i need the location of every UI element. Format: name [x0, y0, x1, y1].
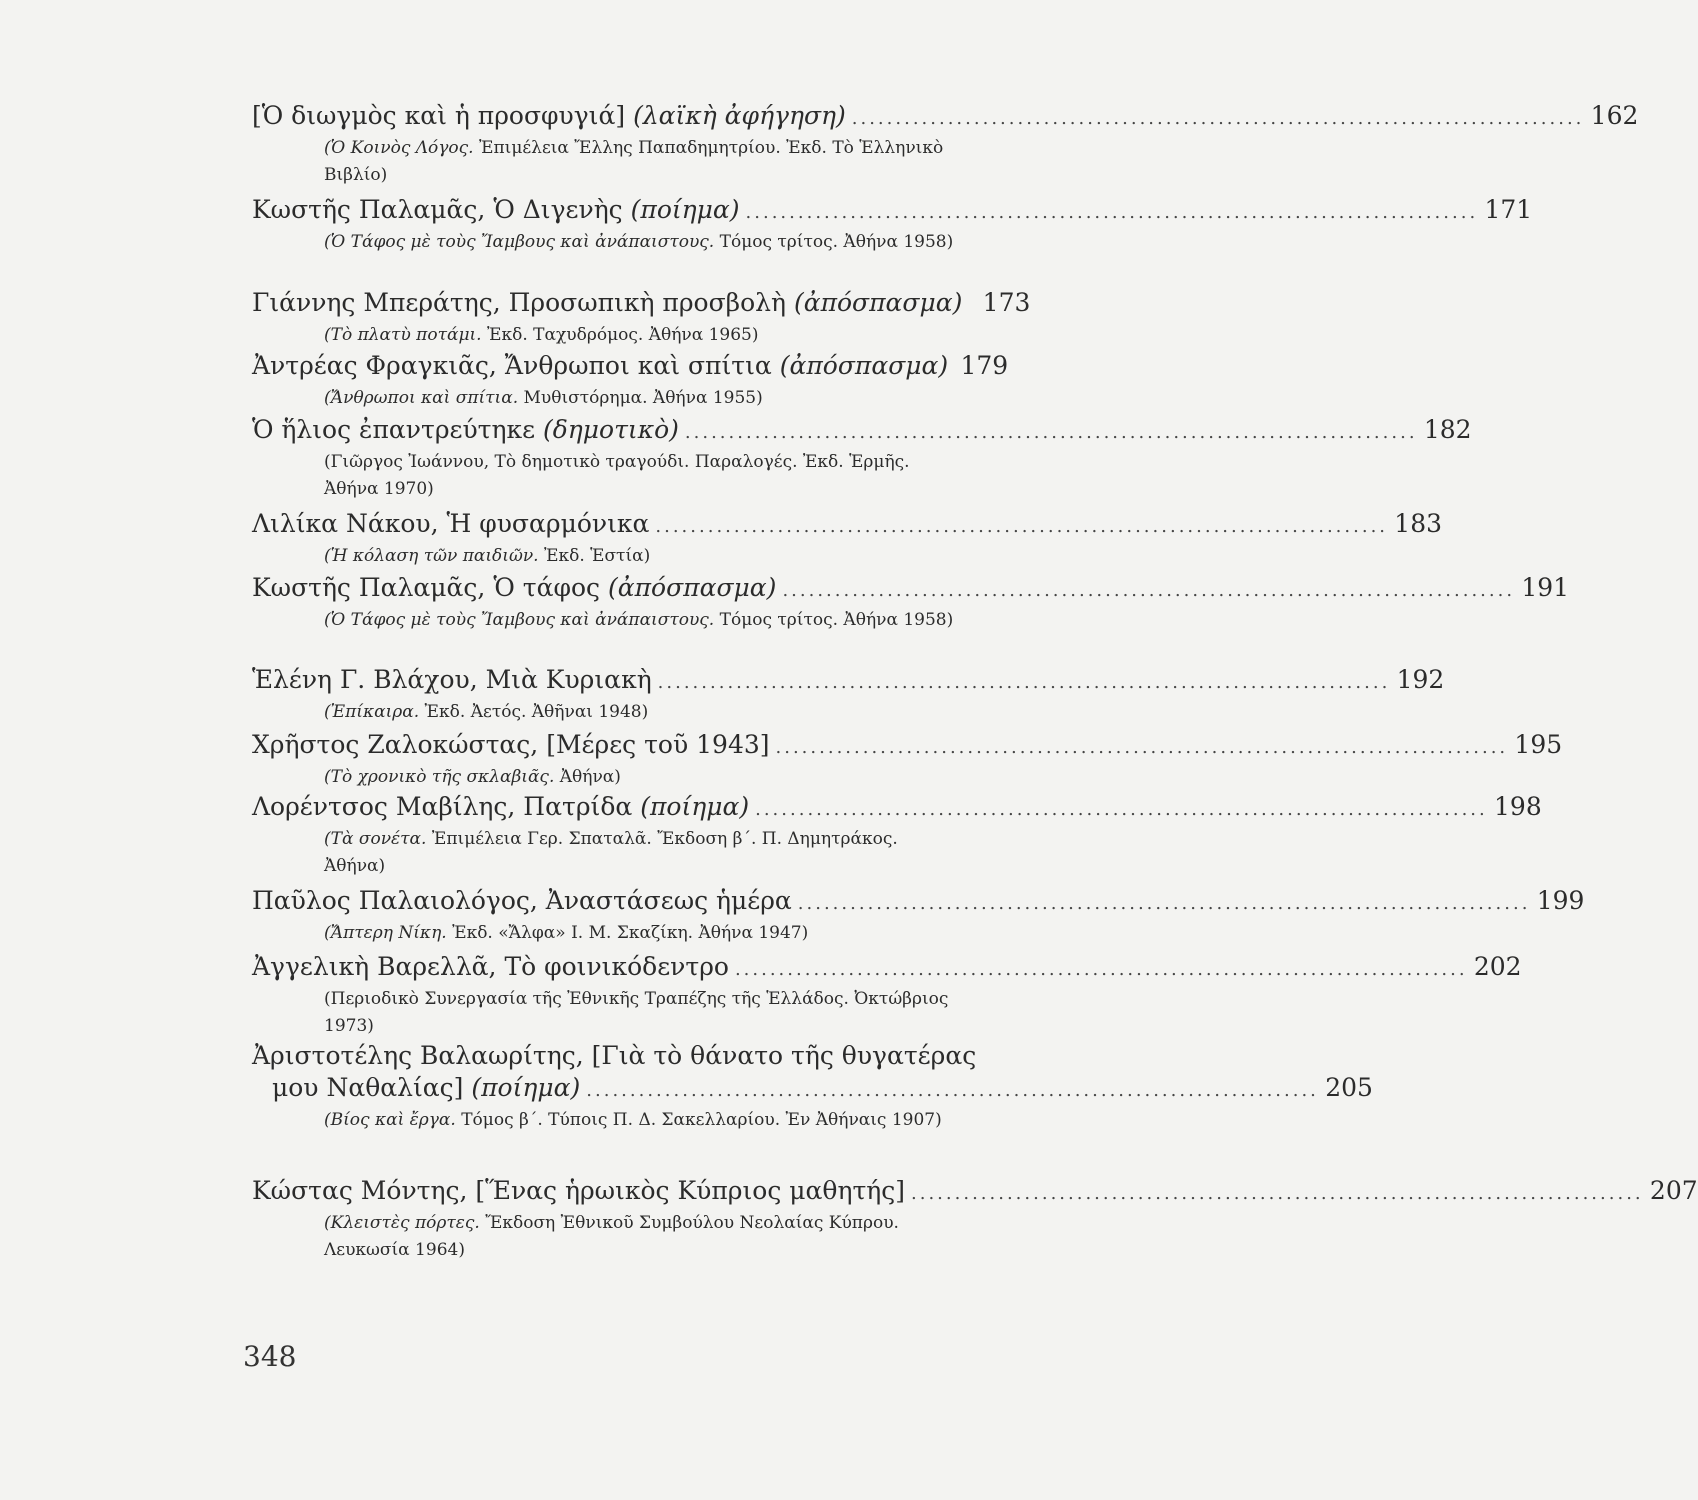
source-details: (Γιῶργος Ἰωάννου, Τὸ δημοτικὸ τραγούδι. Παραλογές. Ἐκδ. Ἑρμῆς. Ἀθήνα 1970)	[324, 452, 910, 499]
toc-entry	[252, 287, 1031, 349]
source-title: (Ἡ κόλαση τῶν παιδιῶν.	[324, 546, 539, 566]
entry-page: 192	[1396, 665, 1445, 694]
entry-page: 179	[960, 351, 1009, 380]
entry-title: Χρῆστος Ζαλοκώστας, [Μέρες τοῦ 1943]	[252, 730, 770, 759]
source-details: Τόμος β΄. Τύποις Π. Δ. Σακελλαρίου. Ἐν Ἀθήναις 1907)	[455, 1110, 942, 1130]
entry-page: 198	[1494, 792, 1542, 821]
toc-entry	[252, 729, 1563, 791]
toc-entry	[252, 194, 1533, 256]
leader-dots: ....................................................................................	[851, 108, 1585, 129]
source-details: Ἀθήνα)	[554, 767, 621, 787]
entry-title: Κώστας Μόντης, [Ἕνας ἡρωικὸς Κύπριος μαθητής]	[252, 1176, 906, 1205]
leader-dots: ....................................................................................	[586, 1080, 1319, 1101]
entry-line	[252, 414, 1472, 449]
entry-kind: (ἀπόσπασμα)	[779, 351, 949, 380]
entry-line	[252, 885, 1585, 920]
source-details: Μυθιστόρημα. Ἀθήνα 1955)	[518, 388, 763, 408]
entry-title: Ἑλένη Γ. Βλάχου, Μιὰ Κυριακὴ	[252, 665, 652, 694]
source-title: (Ἐπίκαιρα.	[324, 702, 420, 722]
entry-page: 183	[1394, 509, 1443, 538]
entry-line	[252, 791, 1542, 826]
entry-line	[252, 664, 1445, 699]
entry-title: [Ὁ διωγμὸς καὶ ἡ προσφυγιά]	[252, 101, 626, 130]
entry-source	[252, 1210, 964, 1264]
source-title: (Ὁ Τάφος μὲ τοὺς Ἴαμβους καὶ ἀνάπαιστους.	[324, 232, 715, 252]
entry-source	[252, 764, 964, 791]
entry-source	[252, 699, 964, 726]
entry-page: 202	[1473, 952, 1522, 981]
entry-source	[252, 826, 964, 880]
entry-source	[252, 229, 964, 256]
source-details: Τόμος τρίτος. Ἀθήνα 1958)	[714, 232, 954, 252]
entry-source	[252, 607, 964, 634]
leader-dots: ....................................................................................	[797, 893, 1531, 914]
toc-entry	[252, 508, 1443, 570]
toc-entry	[252, 951, 1522, 1040]
leader-dots: ....................................................................................	[911, 1183, 1644, 1204]
source-details: (Περιοδικὸ Συνεργασία τῆς Ἐθνικῆς Τραπέζης τῆς Ἑλλάδος. Ὀκτώβριος 1973)	[324, 989, 949, 1036]
source-details: Ἐκδ. «Ἄλφα» Ι. Μ. Σκαζίκη. Ἀθήνα 1947)	[446, 923, 809, 943]
source-title: (Τὸ χρονικὸ τῆς σκλαβιᾶς.	[324, 767, 555, 787]
entry-page: 162	[1590, 101, 1639, 130]
source-details: Ἔκδοση Ἐθνικοῦ Συμβούλου Νεολαίας Κύπρου. Λευκωσία 1964)	[324, 1213, 899, 1260]
entry-kind: (δημοτικὸ)	[543, 415, 679, 444]
entry-kind: (ποίημα)	[471, 1073, 581, 1102]
leader-dots: ....................................................................................	[775, 737, 1509, 758]
entry-title: Παῦλος Παλαιολόγος, Ἀναστάσεως ἡμέρα	[252, 886, 792, 915]
entry-line	[252, 100, 1639, 135]
entry-page: 207	[1649, 1176, 1698, 1205]
leader-dots: ....................................................................................	[782, 580, 1516, 601]
entry-page: 191	[1521, 573, 1570, 602]
entry-title: Λιλίκα Νάκου, Ἡ φυσαρμόνικα	[252, 509, 650, 538]
source-title: (Τὰ σονέτα.	[324, 829, 427, 849]
entry-line	[252, 508, 1443, 543]
entry-kind: (ποίημα)	[640, 792, 750, 821]
entry-title: Κωστῆς Παλαμᾶς, Ὁ τάφος	[252, 573, 601, 602]
entry-source	[252, 322, 964, 349]
source-details: Ἐκδ. Ἀετός. Ἀθῆναι 1948)	[419, 702, 649, 722]
entry-title: Ἀριστοτέλης Βαλαωρίτης, [Γιὰ τὸ θάνατο τῆς θυγατέρας	[252, 1041, 977, 1070]
source-details: Ἐκδ. Ταχυδρόμος. Ἀθήνα 1965)	[481, 325, 759, 345]
toc-entry	[252, 1040, 1373, 1134]
leader-dots: ....................................................................................	[657, 672, 1391, 693]
toc-entry	[252, 791, 1542, 880]
entry-source	[252, 385, 964, 412]
entry-source	[252, 986, 964, 1040]
leader-dots: ....................................................................................	[734, 959, 1468, 980]
entry-line	[252, 729, 1563, 764]
entry-page: 171	[1484, 195, 1533, 224]
entry-kind: (λαϊκὴ ἀφήγηση)	[633, 101, 846, 130]
source-title: (Ἄνθρωποι καὶ σπίτια.	[324, 388, 519, 408]
toc-entry	[252, 664, 1445, 726]
entry-source	[252, 920, 964, 947]
page-number: 348	[243, 1340, 297, 1373]
toc-entry	[252, 1175, 1698, 1264]
source-title: (Βίος καὶ ἔργα.	[324, 1110, 456, 1130]
entry-title: Ἀντρέας Φραγκιᾶς, Ἄνθρωποι καὶ σπίτια	[252, 351, 772, 380]
toc-entry	[252, 100, 1639, 189]
entry-title: Ἀγγελικὴ Βαρελλᾶ, Τὸ φοινικόδεντρο	[252, 952, 729, 981]
leader-dots: ....................................................................................	[684, 422, 1418, 443]
toc-entry	[252, 885, 1585, 947]
entry-page: 173	[982, 288, 1031, 317]
entry-kind: (ποίημα)	[630, 195, 740, 224]
source-title: (Ὁ Κοινὸς Λόγος.	[324, 138, 474, 158]
entry-kind: (ἀπόσπασμα)	[607, 573, 777, 602]
entry-kind: (ἀπόσπασμα)	[793, 288, 963, 317]
source-title: (Τὸ πλατὺ ποτάμι.	[324, 325, 482, 345]
entry-title: Ὁ ἥλιος ἐπαντρεύτηκε	[252, 415, 536, 444]
entry-line	[252, 951, 1522, 986]
entry-title-continued: μου Ναθαλίας]	[272, 1073, 464, 1102]
entry-line	[252, 572, 1570, 607]
entry-line	[252, 1175, 1698, 1210]
entry-line	[252, 350, 1009, 385]
entry-page: 199	[1536, 886, 1585, 915]
toc-entry	[252, 350, 1009, 412]
entry-source	[252, 449, 964, 503]
entry-title: Λορέντσος Μαβίλης, Πατρίδα	[252, 792, 633, 821]
entry-source	[252, 1107, 964, 1134]
source-title: (Κλειστὲς πόρτες.	[324, 1213, 480, 1233]
entry-page: 195	[1514, 730, 1563, 759]
entry-line	[252, 287, 1031, 322]
entry-line	[252, 1040, 1002, 1072]
entry-source	[252, 135, 964, 189]
toc-entry	[252, 414, 1472, 503]
source-title: (Ὁ Τάφος μὲ τοὺς Ἴαμβους καὶ ἀνάπαιστους.	[324, 610, 715, 630]
entry-source	[252, 543, 964, 570]
entry-line	[252, 194, 1533, 229]
toc-entry	[252, 572, 1570, 634]
source-details: Ἐπιμέλεια Ἔλλης Παπαδημητρίου. Ἐκδ. Τὸ Ἑλληνικὸ Βιβλίο)	[324, 138, 944, 185]
entry-title: Κωστῆς Παλαμᾶς, Ὁ Διγενὴς	[252, 195, 623, 224]
source-details: Τόμος τρίτος. Ἀθήνα 1958)	[714, 610, 954, 630]
source-details: Ἐπιμέλεια Γερ. Σπαταλᾶ. Ἔκδοση β΄. Π. Δημητράκος. Ἀθήνα)	[324, 829, 898, 876]
leader-dots: ....................................................................................	[755, 799, 1488, 820]
entry-page: 182	[1423, 415, 1472, 444]
leader-dots: ....................................................................................	[655, 516, 1389, 537]
entry-line-continued	[252, 1072, 1373, 1107]
entry-title: Γιάννης Μπεράτης, Προσωπικὴ προσβολὴ	[252, 288, 786, 317]
source-details: Ἐκδ. Ἑστία)	[538, 546, 651, 566]
source-title: (Ἄπτερη Νίκη.	[324, 923, 447, 943]
leader-dots: ....................................................................................	[745, 202, 1479, 223]
entry-page: 205	[1325, 1073, 1373, 1102]
